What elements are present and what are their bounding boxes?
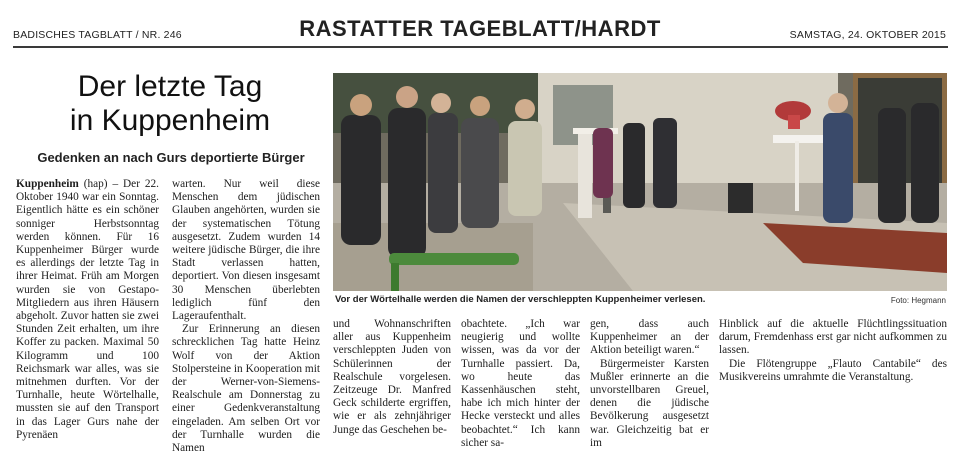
column-5-paragraph-1: gen, dass auch Kuppenheimer an der Aktion beteiligt waren.“ bbox=[590, 318, 709, 357]
article-column-3 bbox=[333, 318, 451, 437]
article-photo bbox=[333, 73, 947, 291]
article-column-6 bbox=[719, 318, 947, 384]
column-2-paragraph-2: Zur Erinnerung an diesen schrecklichen Tag hatte Heinz Wolf von der Aktion Stolpersteine in Kooperation mit der Werner-von-Siemens-Realschule am Donnerstag zu einer Gedenkveranstaltung eingeladen. Am selben Ort vor der Turnhalle wurden die Namen bbox=[172, 323, 320, 455]
column-6-paragraph-1: Hinblick auf die aktuelle Flüchtlingssituation darum, Fremdenhass erst gar nicht aufkommen zu lassen. bbox=[719, 318, 947, 357]
subheadline: Gedenken an nach Gurs deportierte Bürger bbox=[37, 150, 305, 165]
headline-line-1: Der letzte Tag bbox=[77, 70, 263, 103]
column-1-text: (hap) – Der 22. Oktober 1940 war ein Sonntag. Eigentlich hätte es ein schöner sonniger Herbstsonntag werden können. Für 16 Kuppenheimer Bürger wurde es allerdings der letzte Tag in ihrer Heimat. Früh am Morgen wurden sie von Gestapo-Mitgliedern aus ihren Häusern abgeholt. Zuvor hatten sie zwei Stunden Zeit erhalten, um ihre Koffer zu packen. Maximal 50 Kilogramm und 100 Reichsmark war alles, was sie mitnehmen durften. Vor der Turnhalle, heute Wörtelhalle, mussten sie auf den Transport in das Lager Gurs nahe der Pyrenäen bbox=[16, 178, 159, 441]
photo-credit: Foto: Hegmann bbox=[890, 296, 946, 305]
headline-line-2: in Kuppenheim bbox=[69, 104, 271, 137]
column-4-text: obachtete. „Ich war neugierig und wollte wissen, was da vor der Turnhalle passiert. Da, wo heute das Kassenhäuschen steht, habe ich mich hinter der Hecke versteckt und alles beobachtet.“ Ich kann sicher sa- bbox=[461, 318, 580, 449]
masthead-date: SAMSTAG, 24. OKTOBER 2015 bbox=[789, 29, 946, 41]
article-column-2 bbox=[172, 178, 320, 455]
article-column-1 bbox=[16, 178, 159, 442]
column-6-paragraph-2: Die Flötengruppe „Flauto Cantabile“ des Musikvereins umrahmte die Veranstaltung. bbox=[719, 357, 947, 383]
article-column-5 bbox=[590, 318, 709, 450]
masthead-title: RASTATTER TAGEBLATT/HARDT bbox=[299, 16, 661, 41]
column-5-paragraph-2: Bürgermeister Karsten Mußler erinnerte an die unvorstellbaren Greuel, denen die jüdische Bevölkerung ausgesetzt war. Gleichzeitig bat er im bbox=[590, 357, 709, 449]
article-column-4 bbox=[461, 318, 580, 450]
dateline: Kuppenheim bbox=[16, 178, 79, 190]
masthead-rule bbox=[13, 46, 948, 48]
event-photo-illustration bbox=[333, 73, 947, 291]
headline bbox=[40, 70, 300, 138]
column-3-text: und Wohnanschriften aller aus Kuppenheim verschleppten Juden von Schülerinnen der Realschule vorgelesen. Zeitzeuge Dr. Manfred Geck schilderte ergriffen, wie er als zehnjähriger Junge das Geschehen be- bbox=[333, 318, 451, 436]
column-2-paragraph-1: warten. Nur weil diese Menschen dem jüdischen Glauben angehörten, wurden sie der systematischen Tötung ausgesetzt. Zudem wurden 14 weitere jüdische Bürger, die ihre Stadt verlassen hatten, deportiert. Von diesen insgesamt 30 Menschen überlebten lediglich fünf den Lageraufenthalt. bbox=[172, 178, 320, 323]
photo-caption: Vor der Wörtelhalle werden die Namen der verschleppten Kuppenheimer verlesen. bbox=[335, 294, 706, 305]
masthead-left: BADISCHES TAGBLATT / NR. 246 bbox=[13, 29, 182, 41]
